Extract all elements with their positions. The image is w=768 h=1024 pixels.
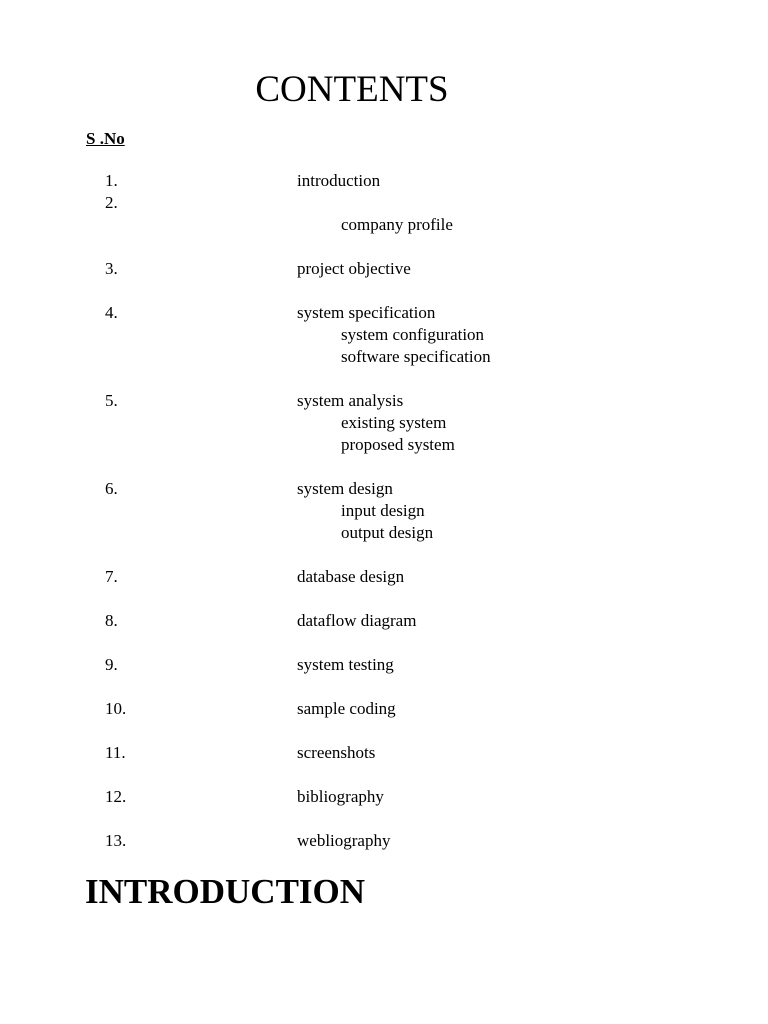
entry-label: dataflow diagram: [297, 611, 417, 630]
entry-number: 13.: [105, 831, 127, 850]
toc-entry: [0, 302, 768, 368]
entry-number: 9.: [105, 655, 118, 674]
toc-entry: [0, 742, 768, 764]
entry-number: 2.: [105, 193, 118, 212]
entry-subitem: system configuration: [341, 325, 485, 344]
entry-label: bibliography: [297, 787, 384, 806]
entry-number: 3.: [105, 259, 118, 278]
entry-subitem: existing system: [341, 413, 447, 432]
serial-number-header: S .No: [86, 129, 125, 148]
toc-entry: [0, 566, 768, 588]
introduction-heading: INTRODUCTION: [85, 872, 366, 911]
entry-number: 10.: [105, 699, 127, 718]
entry-number: 12.: [105, 787, 127, 806]
entry-label: introduction: [297, 171, 381, 190]
toc-entry: [0, 830, 768, 852]
toc-entry: [0, 170, 768, 192]
entry-number: 8.: [105, 611, 118, 630]
entry-label: system testing: [297, 655, 394, 674]
entry-number: 11.: [105, 743, 126, 762]
entry-subitem: software specification: [341, 347, 491, 366]
toc-entry: [0, 258, 768, 280]
page-title: CONTENTS: [255, 69, 449, 110]
entry-number: 5.: [105, 391, 118, 410]
entry-label: screenshots: [297, 743, 376, 762]
entry-number: 4.: [105, 303, 118, 322]
toc-entry: [0, 786, 768, 808]
entry-subitem: company profile: [341, 215, 453, 234]
table-of-contents: [0, 170, 768, 852]
entry-number: 1.: [105, 171, 118, 190]
toc-entry: [0, 654, 768, 676]
entry-subitem: input design: [341, 501, 425, 520]
toc-entry: [0, 698, 768, 720]
entry-label: system specification: [297, 303, 436, 322]
entry-subitem: output design: [341, 523, 434, 542]
entry-label: database design: [297, 567, 405, 586]
entry-number: 7.: [105, 567, 118, 586]
entry-label: system design: [297, 479, 393, 498]
entry-subitem: proposed system: [341, 435, 455, 454]
toc-entry: [0, 610, 768, 632]
toc-entry: [0, 390, 768, 456]
toc-entry: [0, 192, 768, 236]
entry-label: project objective: [297, 259, 411, 278]
entry-number: 6.: [105, 479, 118, 498]
toc-entry: [0, 478, 768, 544]
entry-label: sample coding: [297, 699, 396, 718]
entry-label: system analysis: [297, 391, 404, 410]
entry-label: webliography: [297, 831, 391, 850]
